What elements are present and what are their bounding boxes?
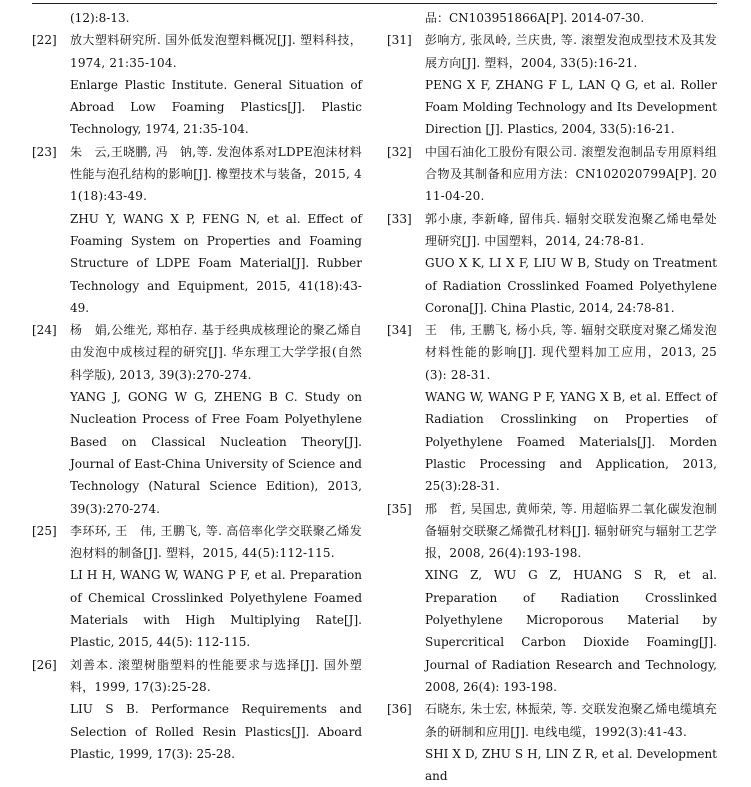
reference-number: [32]	[387, 144, 412, 159]
reference-chinese-text: 中国石油化工股份有限公司. 滚塑发泡制品专用原料组合物及其制备和应用方法：CN102020799A[P]. 2011-04-20.	[425, 144, 717, 204]
reference-entry-32	[387, 141, 717, 208]
reference-chinese-text: 刘善本. 滚塑树脂塑料的性能要求与选择[J]. 国外塑料，1999, 17(3):25-28.	[70, 657, 362, 694]
reference-chinese-text: 李环环, 王 伟, 王鹏飞, 等. 高倍率化学交联聚乙烯发泡材料的制备[J]. 塑料，2015, 44(5):112-115.	[70, 523, 362, 561]
left-reference-column	[32, 7, 362, 765]
reference-english-text: LI H H, WANG W, WANG P F, et al. Preparation of Chemical Crosslinked Polyethylene Foamed Materials with High Multiplying Rate[J]. Plastic, 2015, 44(5): 112-115.	[70, 568, 362, 650]
reference-chinese-text: 郭小康, 李新峰, 留伟兵. 辐射交联发泡聚乙烯电晕处理研究[J]. 中国塑料，2014, 24:78-81.	[425, 211, 717, 248]
reference-chinese-text: 放大塑料研究所. 国外低发泡塑料概况[J]. 塑料科技，1974, 21:35-104.	[70, 33, 362, 70]
reference-chinese-text: 杨 娟,公维光, 郑柏存. 基于经典成核理论的聚乙烯自由发泡中成核过程的研究[J]. 华东理工大学学报(自然科学版), 2013, 39(3):270-274.	[70, 323, 362, 382]
reference-english-text: WANG W, WANG P F, YANG X B, et al. Effect of Radiation Crosslinking on Properties of Polyethylene Foamed Materials[J]. Morden Plastic Processing and Application, 2013, 25(3):28-31.	[425, 390, 717, 494]
reference-number: [24]	[32, 323, 57, 338]
reference-continuation: (12):8-13.	[70, 11, 130, 25]
reference-number: [31]	[387, 33, 412, 48]
reference-continuation: 品：CN103951866A[P]. 2014-07-30.	[425, 11, 645, 25]
reference-english-text: SHI X D, ZHU S H, LIN Z R, et al. Development and	[425, 746, 717, 784]
reference-number: [35]	[387, 501, 412, 516]
reference-english-text: LIU S B. Performance Requirements and Selection of Rolled Resin Plastics[J]. Aboard Plastic, 1999, 17(3): 25-28.	[70, 702, 362, 761]
reference-chinese-text: 彭响方, 张凤岭, 兰庆贵, 等. 滚塑发泡成型技术及其发展方向[J]. 塑料，2004, 33(5):16-21.	[425, 33, 717, 70]
reference-number: [25]	[32, 523, 57, 538]
reference-chinese-text: 王 伟, 王鹏飞, 杨小兵, 等. 辐射交联度对聚乙烯发泡材料性能的影响[J]. 现代塑料加工应用，2013, 25(3): 28-31.	[425, 323, 717, 382]
reference-entry-24	[32, 319, 362, 520]
reference-entry-34	[387, 319, 717, 497]
right-reference-column	[387, 7, 717, 787]
reference-english-text: XING Z, WU G Z, HUANG S R, et al. Preparation of Radiation Crosslinked Polyethylene Microporous Material by Supercritical Carbon Dioxide Foaming[J]. Journal of Radiation Research and Technology, 2008, 26(4): 193-198.	[425, 568, 717, 694]
top-rule	[32, 3, 717, 4]
reference-entry-33	[387, 208, 717, 319]
reference-number: [34]	[387, 323, 412, 338]
reference-entry-36	[387, 698, 717, 787]
reference-entry-35	[387, 498, 717, 699]
reference-entry-31	[387, 29, 717, 140]
reference-english-text: PENG X F, ZHANG F L, LAN Q G, et al. Roller Foam Molding Technology and Its Development Direction [J]. Plastics, 2004, 33(5):16-21.	[425, 77, 717, 137]
reference-number: [26]	[32, 657, 57, 672]
reference-entry-25	[32, 520, 362, 654]
reference-chinese-text: 石晓东, 朱士宏, 林振荣, 等. 交联发泡聚乙烯电缆填充条的研制和应用[J]. 电线电缆，1992(3):41-43.	[425, 702, 717, 739]
reference-english-text: YANG J, GONG W G, ZHENG B C. Study on Nucleation Process of Free Foam Polyethylene Based on Classical Nucleation Theory[J]. Journal of East-China University of Science and Technology (Natural Science Edition), 2013, 39(3):270-274.	[70, 390, 362, 516]
reference-chinese-text: 邢 哲, 吴国忠, 黄师荣, 等. 用超临界二氧化碳发泡制备辐射交联聚乙烯微孔材料[J]. 辐射研究与辐射工艺学报，2008, 26(4):193-198.	[425, 501, 717, 561]
reference-english-text: ZHU Y, WANG X P, FENG N, et al. Effect of Foaming System on Properties and Foaming Structure of LDPE Foam Material[J]. Rubber Technology and Equipment, 2015, 41(18):43-49.	[70, 211, 362, 315]
reference-entry-26	[32, 654, 362, 765]
reference-english-text: Enlarge Plastic Institute. General Situation of Abroad Low Foaming Plastics[J]. Plastic Technology, 1974, 21:35-104.	[70, 77, 362, 137]
reference-number: [33]	[387, 211, 412, 226]
reference-number: [22]	[32, 33, 57, 48]
reference-english-text: GUO X K, LI X F, LIU W B, Study on Treatment of Radiation Crosslinked Foamed Polyethylene Corona[J]. China Plastic, 2014, 24:78-81.	[425, 256, 717, 315]
reference-number: [23]	[32, 144, 57, 159]
reference-number: [36]	[387, 702, 412, 717]
reference-chinese-text: 朱 云,王晓鹏, 冯 钠,等. 发泡体系对LDPE泡沫材料性能与泡孔结构的影响[J]. 橡塑技术与装备，2015, 41(18):43-49.	[70, 144, 362, 204]
reference-entry-23	[32, 141, 362, 319]
reference-entry-22	[32, 29, 362, 140]
